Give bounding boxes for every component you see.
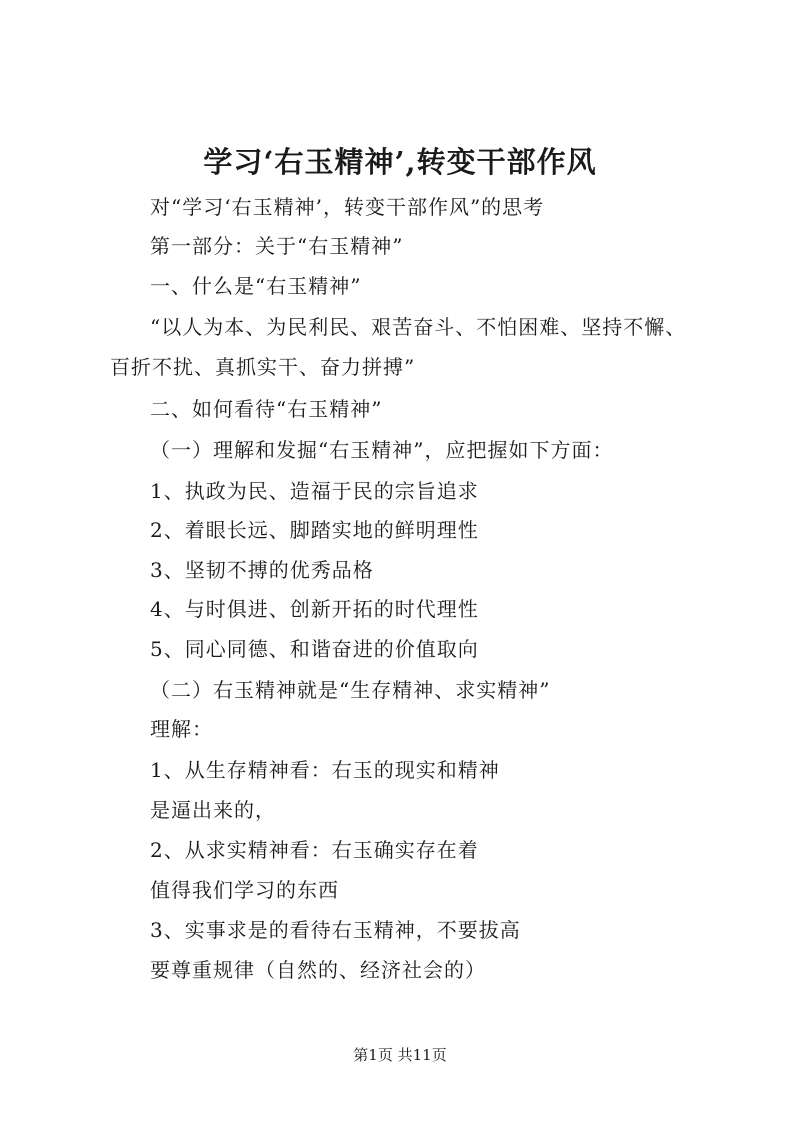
paragraph-section-one: （一）理解和发掘“右玉精神”，应把握如下方面： xyxy=(150,438,614,462)
paragraph-definition-line-1: “以人为本、为民利民、艰苦奋斗、不怕困难、坚持不懈、 xyxy=(150,315,687,339)
list-item: 1、从生存精神看：右玉的现实和精神 xyxy=(150,758,500,782)
list-item-continuation: 是逼出来的， xyxy=(150,798,276,822)
paragraph-definition-line-2: 百折不扰、真抓实干、奋力拼搏” xyxy=(110,355,416,379)
paragraph-section-two: （二）右玉精神就是“生存精神、求实精神” xyxy=(150,678,551,702)
list-item-continuation: 值得我们学习的东西 xyxy=(150,878,339,902)
list-item: 4、与时俱进、创新开拓的时代理性 xyxy=(150,597,479,621)
page-number-footer: 第1页 共11页 xyxy=(353,1046,447,1064)
list-item: 3、实事求是的看待右玉精神，不要拔高 xyxy=(150,918,521,942)
document-title: 学习‘右玉精神’,转变干部作风 xyxy=(203,145,597,179)
list-item: 5、同心同德、和谐奋进的价值取向 xyxy=(150,637,479,661)
list-item: 3、坚韧不搏的优秀品格 xyxy=(150,558,374,582)
paragraph-heading-what: 一、什么是“右玉精神” xyxy=(150,274,362,298)
paragraph-heading-how: 二、如何看待“右玉精神” xyxy=(150,397,383,421)
paragraph-part-one: 第一部分：关于“右玉精神” xyxy=(150,234,404,258)
list-item: 2、从求实精神看：右玉确实存在着 xyxy=(150,838,479,862)
paragraph-subtitle: 对“学习‘右玉精神’，转变干部作风”的思考 xyxy=(150,195,545,219)
list-item: 1、执政为民、造福于民的宗旨追求 xyxy=(150,479,479,503)
list-item: 2、着眼长远、脚踏实地的鲜明理性 xyxy=(150,518,479,542)
paragraph-understanding: 理解： xyxy=(150,717,213,741)
list-item-continuation: 要尊重规律（自然的、经济社会的） xyxy=(150,958,486,982)
